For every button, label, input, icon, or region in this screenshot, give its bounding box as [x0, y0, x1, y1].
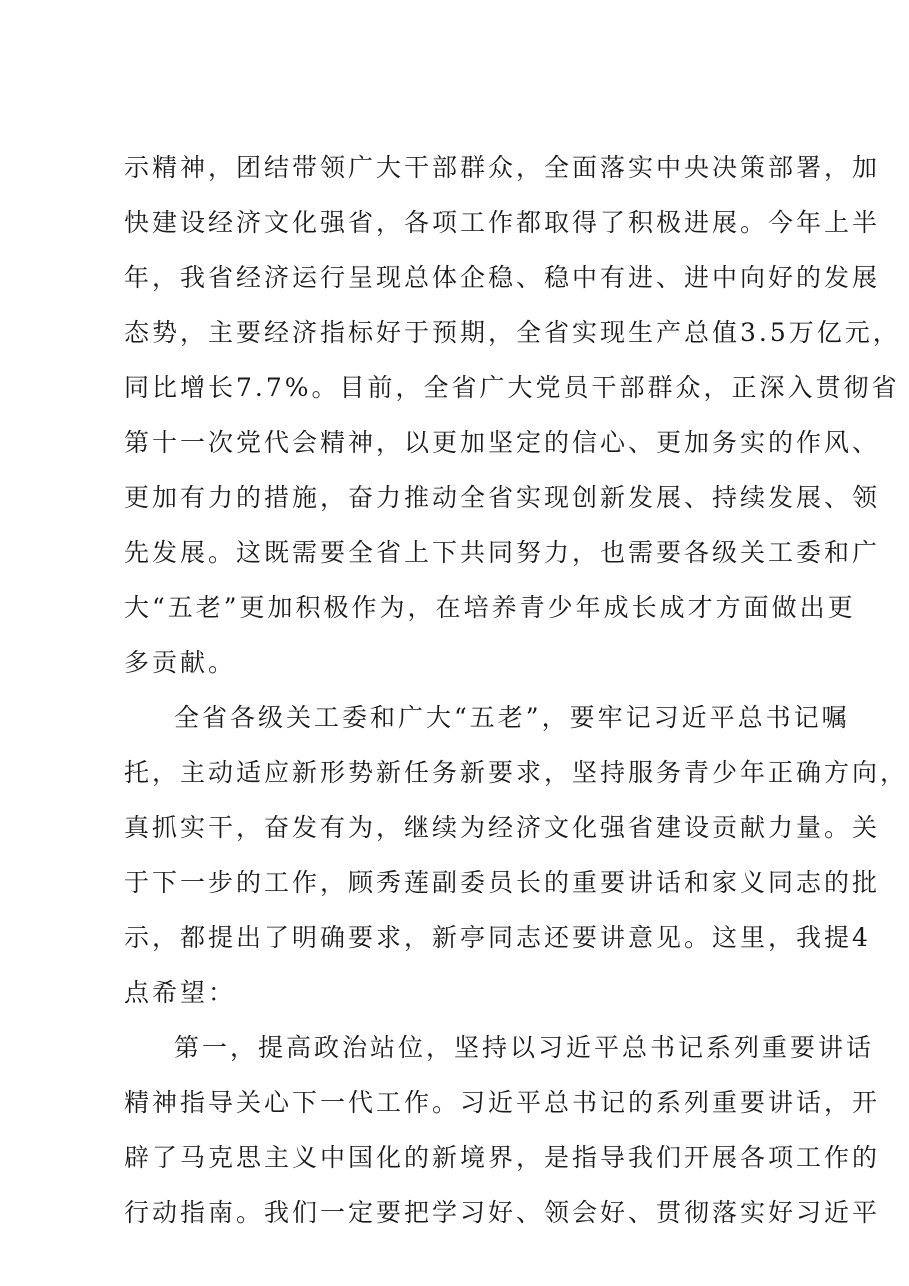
text-line: 第十一次党代会精神，以更加坚定的信心、更加务实的作风、: [124, 428, 881, 457]
text-line: 先发展。这既需要全省上下共同努力，也需要各级关工委和广: [124, 538, 881, 567]
text-line: 精神指导关心下一代工作。习近平总书记的系列重要讲话，开: [124, 1088, 881, 1117]
text-line: 示精神，团结带领广大干部群众，全面落实中央决策部署，加: [124, 153, 881, 182]
text-line: 行动指南。我们一定要把学习好、领会好、贯彻落实好习近平: [124, 1198, 881, 1227]
text-line: 多贡献。: [124, 648, 237, 677]
text-line: 点希望：: [124, 978, 237, 1007]
text-line: 于下一步的工作，顾秀莲副委员长的重要讲话和家义同志的批: [124, 868, 881, 897]
text-line: 第一，提高政治站位，坚持以习近平总书记系列重要讲话: [174, 1033, 875, 1062]
text-line: 同比增长7.7%。目前，全省广大党员干部群众，正深入贯彻省: [124, 373, 900, 402]
document-body: [124, 140, 909, 1240]
text-line: 真抓实干，奋发有为，继续为经济文化强省建设贡献力量。关: [124, 813, 881, 842]
text-line: 更加有力的措施，奋力推动全省实现创新发展、持续发展、领: [124, 483, 881, 512]
text-line: 示，都提出了明确要求，新亭同志还要讲意见。这里，我提4: [124, 923, 871, 952]
text-line: 辟了马克思主义中国化的新境界，是指导我们开展各项工作的: [124, 1143, 881, 1172]
paragraph: [124, 690, 909, 1020]
text-line: 大“五老”更加积极作为，在培养青少年成长成才方面做出更: [124, 593, 856, 622]
text-line: 托，主动适应新形势新任务新要求，坚持服务青少年正确方向，: [124, 758, 909, 787]
text-line: 全省各级关工委和广大“五老”，要牢记习近平总书记嘱: [174, 703, 850, 732]
text-line: 年，我省经济运行呈现总体企稳、稳中有进、进中向好的发展: [124, 263, 881, 292]
paragraph: [124, 1020, 881, 1240]
text-line: 态势，主要经济指标好于预期，全省实现生产总值3.5万亿元，: [124, 318, 901, 347]
paragraph: [124, 140, 901, 690]
text-line: 快建设经济文化强省，各项工作都取得了积极进展。今年上半: [124, 208, 881, 237]
